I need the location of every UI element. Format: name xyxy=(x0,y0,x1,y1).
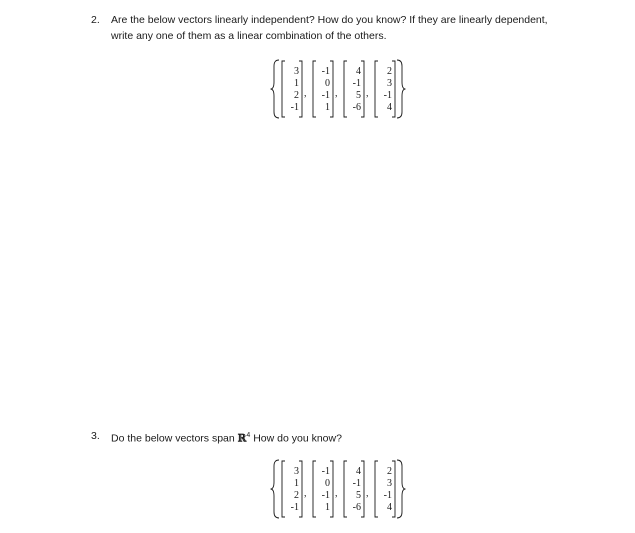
vector-1-entry-1: 3 xyxy=(294,466,299,477)
right-curly-brace xyxy=(397,460,406,518)
vector-4-entry-1: 2 xyxy=(387,66,392,77)
vector-4-entry-3: -1 xyxy=(383,90,392,101)
question-3-text-before: Do the below vectors span xyxy=(111,432,238,445)
question-2-vector-set xyxy=(270,58,410,125)
vector-3-entry-4: -6 xyxy=(352,502,361,513)
vector-3-entry-2: -1 xyxy=(352,78,361,89)
vector-4-entry-2: 3 xyxy=(387,478,392,489)
vector-2-entry-4: 1 xyxy=(325,502,330,513)
vector-3-entry-1: 4 xyxy=(356,466,361,477)
question-3-vector-set xyxy=(270,458,410,525)
vector-4-left-bracket xyxy=(375,461,378,517)
vector-separator: , xyxy=(366,88,369,99)
vector-2-left-bracket xyxy=(313,461,316,517)
vector-4-entry-4: 4 xyxy=(387,502,392,513)
vector-2-entry-1: -1 xyxy=(321,66,330,77)
vector-1-left-bracket xyxy=(282,61,285,117)
vector-2-entry-4: 1 xyxy=(325,102,330,113)
vector-4-right-bracket xyxy=(392,461,395,517)
vector-4-right-bracket xyxy=(392,61,395,117)
vector-separator: , xyxy=(335,488,338,499)
question-3-text xyxy=(111,428,342,447)
vector-1-entry-1: 3 xyxy=(294,66,299,77)
vector-2-right-bracket xyxy=(330,61,333,117)
vector-4-entry-2: 3 xyxy=(387,78,392,89)
question-2-vectors-svg xyxy=(270,58,410,120)
vector-2-left-bracket xyxy=(313,61,316,117)
vector-separator: , xyxy=(335,88,338,99)
vector-1-entry-2: 1 xyxy=(294,478,299,489)
vector-2-entry-3: -1 xyxy=(321,90,330,101)
vector-2-entry-1: -1 xyxy=(321,466,330,477)
vector-3-entry-3: 5 xyxy=(356,90,361,101)
right-curly-brace xyxy=(397,60,406,118)
vector-4-entry-1: 2 xyxy=(387,466,392,477)
question-2-line-2: write any one of them as a linear combination of the others. xyxy=(111,30,387,42)
vector-1-entry-4: -1 xyxy=(290,102,299,113)
vector-1-left-bracket xyxy=(282,461,285,517)
question-2 xyxy=(91,12,611,46)
vector-3-entry-1: 4 xyxy=(356,66,361,77)
vector-1-right-bracket xyxy=(299,61,302,117)
vector-3-left-bracket xyxy=(344,61,347,117)
vector-2-entry-2: 0 xyxy=(325,478,330,489)
question-3-number: 3. xyxy=(91,430,100,442)
vector-separator: , xyxy=(366,488,369,499)
vector-4-entry-3: -1 xyxy=(383,490,392,501)
vector-4-entry-4: 4 xyxy=(387,102,392,113)
left-curly-brace xyxy=(271,60,280,118)
real-space-exponent: 4 xyxy=(246,432,251,439)
vector-3-right-bracket xyxy=(361,61,364,117)
vector-1-entry-4: -1 xyxy=(290,502,299,513)
question-3-vectors-svg xyxy=(270,458,410,520)
vector-separator: , xyxy=(304,88,307,99)
left-curly-brace xyxy=(271,460,280,518)
vector-separator: , xyxy=(304,488,307,499)
vector-3-entry-2: -1 xyxy=(352,478,361,489)
real-space-symbol: ℝ xyxy=(237,432,247,445)
vector-3-right-bracket xyxy=(361,461,364,517)
vector-2-entry-3: -1 xyxy=(321,490,330,501)
vector-3-entry-4: -6 xyxy=(352,102,361,113)
vector-3-entry-3: 5 xyxy=(356,490,361,501)
question-3-text-after: How do you know? xyxy=(250,432,342,445)
vector-1-entry-2: 1 xyxy=(294,78,299,89)
vector-1-entry-3: 2 xyxy=(294,90,299,101)
vector-4-left-bracket xyxy=(375,61,378,117)
vector-1-right-bracket xyxy=(299,461,302,517)
vector-2-entry-2: 0 xyxy=(325,78,330,89)
vector-2-right-bracket xyxy=(330,461,333,517)
vector-1-entry-3: 2 xyxy=(294,490,299,501)
question-3 xyxy=(91,428,491,444)
question-2-line-1: Are the below vectors linearly independent? How do you know? If they are linearly dependent, xyxy=(111,14,548,26)
vector-3-left-bracket xyxy=(344,461,347,517)
question-2-number: 2. xyxy=(91,14,100,26)
